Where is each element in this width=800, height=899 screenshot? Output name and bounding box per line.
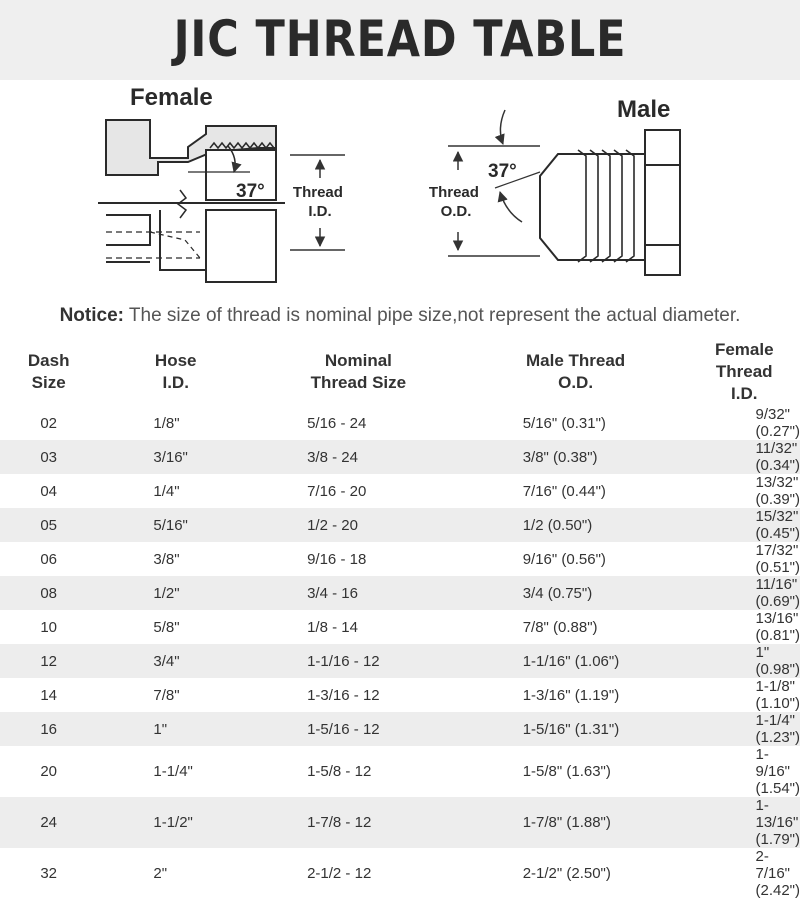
table-cell: 2"	[97, 848, 255, 899]
table-cell: 3/4 - 16	[255, 576, 463, 610]
table-cell: 3/8"	[97, 542, 255, 576]
table-cell: 9/16 - 18	[255, 542, 463, 576]
table-cell: 1-1/8" (1.10")	[689, 678, 800, 712]
table-cell: 13/16" (0.81")	[689, 610, 800, 644]
table-row	[0, 644, 800, 678]
column-header-line: I.D.	[162, 373, 189, 392]
table-cell: 1-1/4"	[97, 746, 255, 797]
table-cell: 1-1/4" (1.23")	[689, 712, 800, 746]
table-cell: 10	[0, 610, 97, 644]
thread-id-line1: Thread	[292, 184, 343, 201]
table-cell: 02	[0, 406, 97, 440]
column-header-line: Thread Size	[310, 373, 407, 392]
table-row	[0, 508, 800, 542]
column-header	[255, 338, 463, 406]
table-cell: 12	[0, 644, 97, 678]
table-cell: 1/8"	[97, 406, 255, 440]
table-cell: 1/2"	[97, 576, 255, 610]
female-angle-label: 37°	[236, 181, 265, 202]
table-row	[0, 610, 800, 644]
column-header-line: Size	[31, 373, 66, 392]
column-header	[463, 338, 690, 406]
table-cell: 5/16" (0.31")	[463, 406, 690, 440]
notice-text: The size of thread is nominal pipe size,not represent the actual diameter.	[128, 305, 741, 326]
table-body	[0, 406, 800, 899]
table-cell: 5/16"	[97, 508, 255, 542]
column-header-line: Female Thread	[714, 340, 774, 381]
table-row	[0, 576, 800, 610]
notice	[0, 305, 800, 327]
table-header-row	[0, 338, 800, 406]
thread-od-dimension	[448, 110, 540, 256]
table-cell: 1-9/16" (1.54")	[689, 746, 800, 797]
column-header	[689, 338, 800, 406]
table-cell: 1-7/8" (1.88")	[463, 797, 690, 848]
column-header-line: I.D.	[731, 384, 758, 403]
table-cell: 24	[0, 797, 97, 848]
table-cell: 7/8" (0.88")	[463, 610, 690, 644]
table-cell: 1"	[97, 712, 255, 746]
table-row	[0, 474, 800, 508]
male-label: Male	[617, 96, 671, 123]
table-cell: 7/8"	[97, 678, 255, 712]
table-row	[0, 406, 800, 440]
table-cell: 7/16" (0.44")	[463, 474, 690, 508]
table-cell: 05	[0, 508, 97, 542]
female-label: Female	[130, 84, 213, 111]
table-cell: 16	[0, 712, 97, 746]
table-cell: 3/8" (0.38")	[463, 440, 690, 474]
column-header-line: O.D.	[558, 373, 594, 392]
thread-id-label	[293, 184, 347, 220]
table-cell: 1-7/8 - 12	[255, 797, 463, 848]
table-cell: 5/8"	[97, 610, 255, 644]
table-cell: 1-3/16" (1.19")	[463, 678, 690, 712]
table-cell: 3/8 - 24	[255, 440, 463, 474]
table-cell: 1-5/8" (1.63")	[463, 746, 690, 797]
table-cell: 1-3/16 - 12	[255, 678, 463, 712]
thread-table	[0, 338, 800, 899]
column-header-line: Hose	[154, 351, 197, 370]
table-cell: 06	[0, 542, 97, 576]
table-cell: 9/16" (0.56")	[463, 542, 690, 576]
table-cell: 13/32" (0.39")	[689, 474, 800, 508]
male-fitting-drawing	[540, 130, 680, 275]
table-cell: 3/4"	[97, 644, 255, 678]
table-cell: 1/4"	[97, 474, 255, 508]
notice-label: Notice:	[59, 305, 124, 326]
column-header	[97, 338, 255, 406]
table-cell: 17/32" (0.51")	[689, 542, 800, 576]
table-cell: 9/32" (0.27")	[689, 406, 800, 440]
table-cell: 3/4 (0.75")	[463, 576, 690, 610]
table-row	[0, 678, 800, 712]
table-cell: 04	[0, 474, 97, 508]
table-cell: 1/2 (0.50")	[463, 508, 690, 542]
male-angle-label: 37°	[488, 161, 517, 182]
table-cell: 08	[0, 576, 97, 610]
table-cell: 03	[0, 440, 97, 474]
table-row	[0, 542, 800, 576]
thread-od-line2: O.D.	[440, 203, 472, 220]
table-cell: 7/16 - 20	[255, 474, 463, 508]
column-header-line: Dash	[27, 351, 70, 370]
thread-od-label	[429, 184, 483, 220]
table-cell: 5/16 - 24	[255, 406, 463, 440]
table-cell: 1-1/2"	[97, 797, 255, 848]
table-cell: 2-7/16" (2.42")	[689, 848, 800, 899]
table-cell: 1-5/8 - 12	[255, 746, 463, 797]
page-title: JIC THREAD TABLE	[173, 10, 627, 68]
table-cell: 14	[0, 678, 97, 712]
table-row	[0, 848, 800, 899]
table-cell: 15/32" (0.45")	[689, 508, 800, 542]
fitting-diagram	[0, 0, 800, 300]
thread-od-line1: Thread	[428, 184, 479, 201]
table-row	[0, 712, 800, 746]
column-header-line: Nominal	[324, 351, 392, 370]
table-cell: 20	[0, 746, 97, 797]
table-row	[0, 746, 800, 797]
table-row	[0, 797, 800, 848]
column-header	[0, 338, 97, 406]
thread-id-line2: I.D.	[308, 203, 332, 220]
table-cell: 32	[0, 848, 97, 899]
table-row	[0, 440, 800, 474]
table-cell: 1" (0.98")	[689, 644, 800, 678]
table-cell: 2-1/2" (2.50")	[463, 848, 690, 899]
table-cell: 3/16"	[97, 440, 255, 474]
table-cell: 11/16" (0.69")	[689, 576, 800, 610]
table-cell: 1-1/16 - 12	[255, 644, 463, 678]
table-cell: 1-13/16" (1.79")	[689, 797, 800, 848]
table-cell: 11/32" (0.34")	[689, 440, 800, 474]
table-cell: 1/8 - 14	[255, 610, 463, 644]
table-cell: 1-5/16 - 12	[255, 712, 463, 746]
table-cell: 1-1/16" (1.06")	[463, 644, 690, 678]
table-cell: 2-1/2 - 12	[255, 848, 463, 899]
column-header-line: Male Thread	[525, 351, 626, 370]
table-cell: 1-5/16" (1.31")	[463, 712, 690, 746]
table-cell: 1/2 - 20	[255, 508, 463, 542]
